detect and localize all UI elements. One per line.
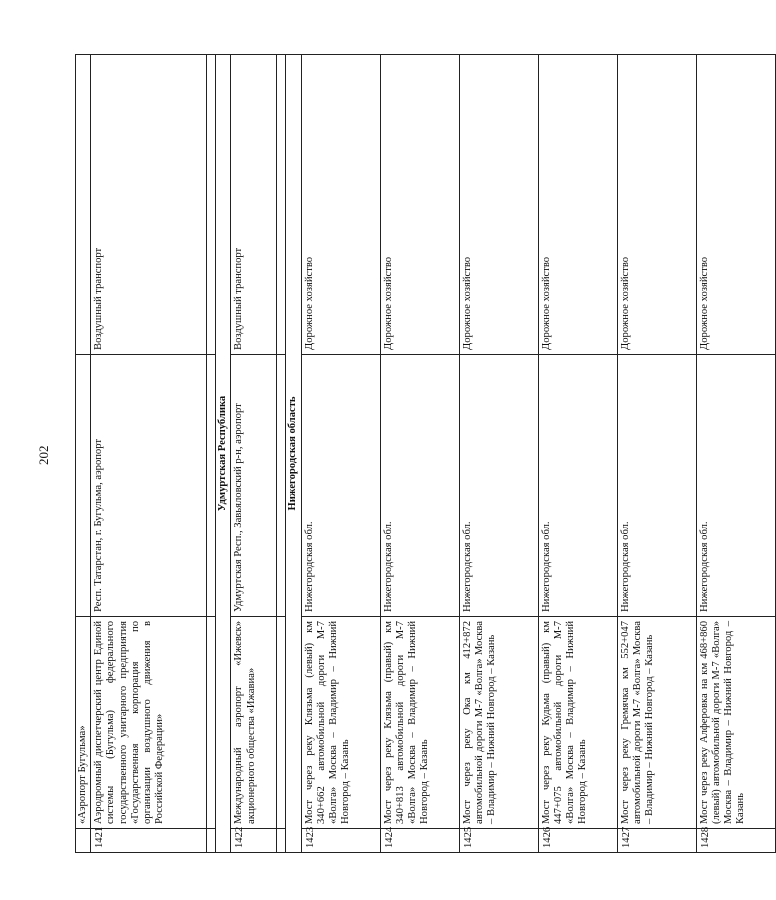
object-location: Респ. Татарстан, г. Бугульма, аэропорт [91, 355, 207, 617]
table-row [696, 55, 775, 853]
object-location: Удмуртская Респ., Завьяловский р-н, аэропорт [231, 355, 277, 617]
object-sector: Воздушный транспорт [91, 55, 207, 355]
region-row [286, 55, 301, 853]
table-row [459, 55, 538, 853]
region-heading: Нижегородская область [286, 55, 301, 853]
object-location: Нижегородская обл. [696, 355, 775, 617]
objects-table [75, 54, 776, 853]
object-sector: Дорожное хозяйство [696, 55, 775, 355]
row-number: 1421 [91, 829, 207, 853]
object-name: Мост через реку Клязьма (левый) км 340+662 автомобильной дороги М-7 «Волга» Москва – Владимир – Нижний Новгород – Казань [301, 617, 380, 829]
table-row [538, 55, 617, 853]
object-name: Мост через реку Ока км 412+872 автомобильной дороги М-7 «Волга» Москва – Владимир – Нижний Новгород – Казань [459, 617, 538, 829]
object-location: Нижегородская обл. [538, 355, 617, 617]
continuation-row [76, 55, 91, 853]
rotated-table-container [75, 55, 747, 853]
table-row [301, 55, 380, 853]
continuation-text: «Аэропорт Бугульма» [76, 617, 91, 829]
object-location: Нижегородская обл. [459, 355, 538, 617]
spacer-row [207, 55, 216, 853]
row-number: 1427 [617, 829, 696, 853]
region-row [216, 55, 231, 853]
object-name: Мост через реку Гремячка км 552+047 автомобильной дороги М-7 «Волга» Москва – Владимир – Нижний Новгород – Казань [617, 617, 696, 829]
spacer-row [277, 55, 286, 853]
object-location: Нижегородская обл. [617, 355, 696, 617]
object-location: Нижегородская обл. [380, 355, 459, 617]
page-number: 202 [36, 445, 51, 465]
object-sector: Дорожное хозяйство [380, 55, 459, 355]
object-name: Мост через реку Кудьма (правый) км 447+075 автомобильной дороги М-7 «Волга» Москва – Владимир – Нижний Новгород – Казань [538, 617, 617, 829]
row-number: 1422 [231, 829, 277, 853]
object-name: Международный аэропорт «Ижевск» акционерного общества «Ижавиа» [231, 617, 277, 829]
object-name: Аэродромный диспетчерский центр Единой системы (Бугульма) федерального государственного унитарного предприятия «Государственная корпорация по организации воздушного движения в Российской Федерации» [91, 617, 207, 829]
table-row [617, 55, 696, 853]
object-sector: Дорожное хозяйство [459, 55, 538, 355]
table-row [91, 55, 207, 853]
object-sector: Дорожное хозяйство [538, 55, 617, 355]
row-number: 1424 [380, 829, 459, 853]
object-sector: Воздушный транспорт [231, 55, 277, 355]
table-row [231, 55, 277, 853]
object-sector: Дорожное хозяйство [301, 55, 380, 355]
region-heading: Удмуртская Республика [216, 55, 231, 853]
object-location: Нижегородская обл. [301, 355, 380, 617]
row-number: 1426 [538, 829, 617, 853]
object-name: Мост через реку Клязьма (правый) км 340+813 автомобильной дороги М-7 «Волга» Москва – Владимир – Нижний Новгород – Казань [380, 617, 459, 829]
table-row [380, 55, 459, 853]
row-number: 1425 [459, 829, 538, 853]
object-sector: Дорожное хозяйство [617, 55, 696, 355]
row-number: 1428 [696, 829, 775, 853]
row-number: 1423 [301, 829, 380, 853]
object-name: Мост через реку Алферовка на км 468+860 (левый) автомобильной дороги М-7 «Волга» Москва – Владимир – Нижний Новгород – Казань [696, 617, 775, 829]
